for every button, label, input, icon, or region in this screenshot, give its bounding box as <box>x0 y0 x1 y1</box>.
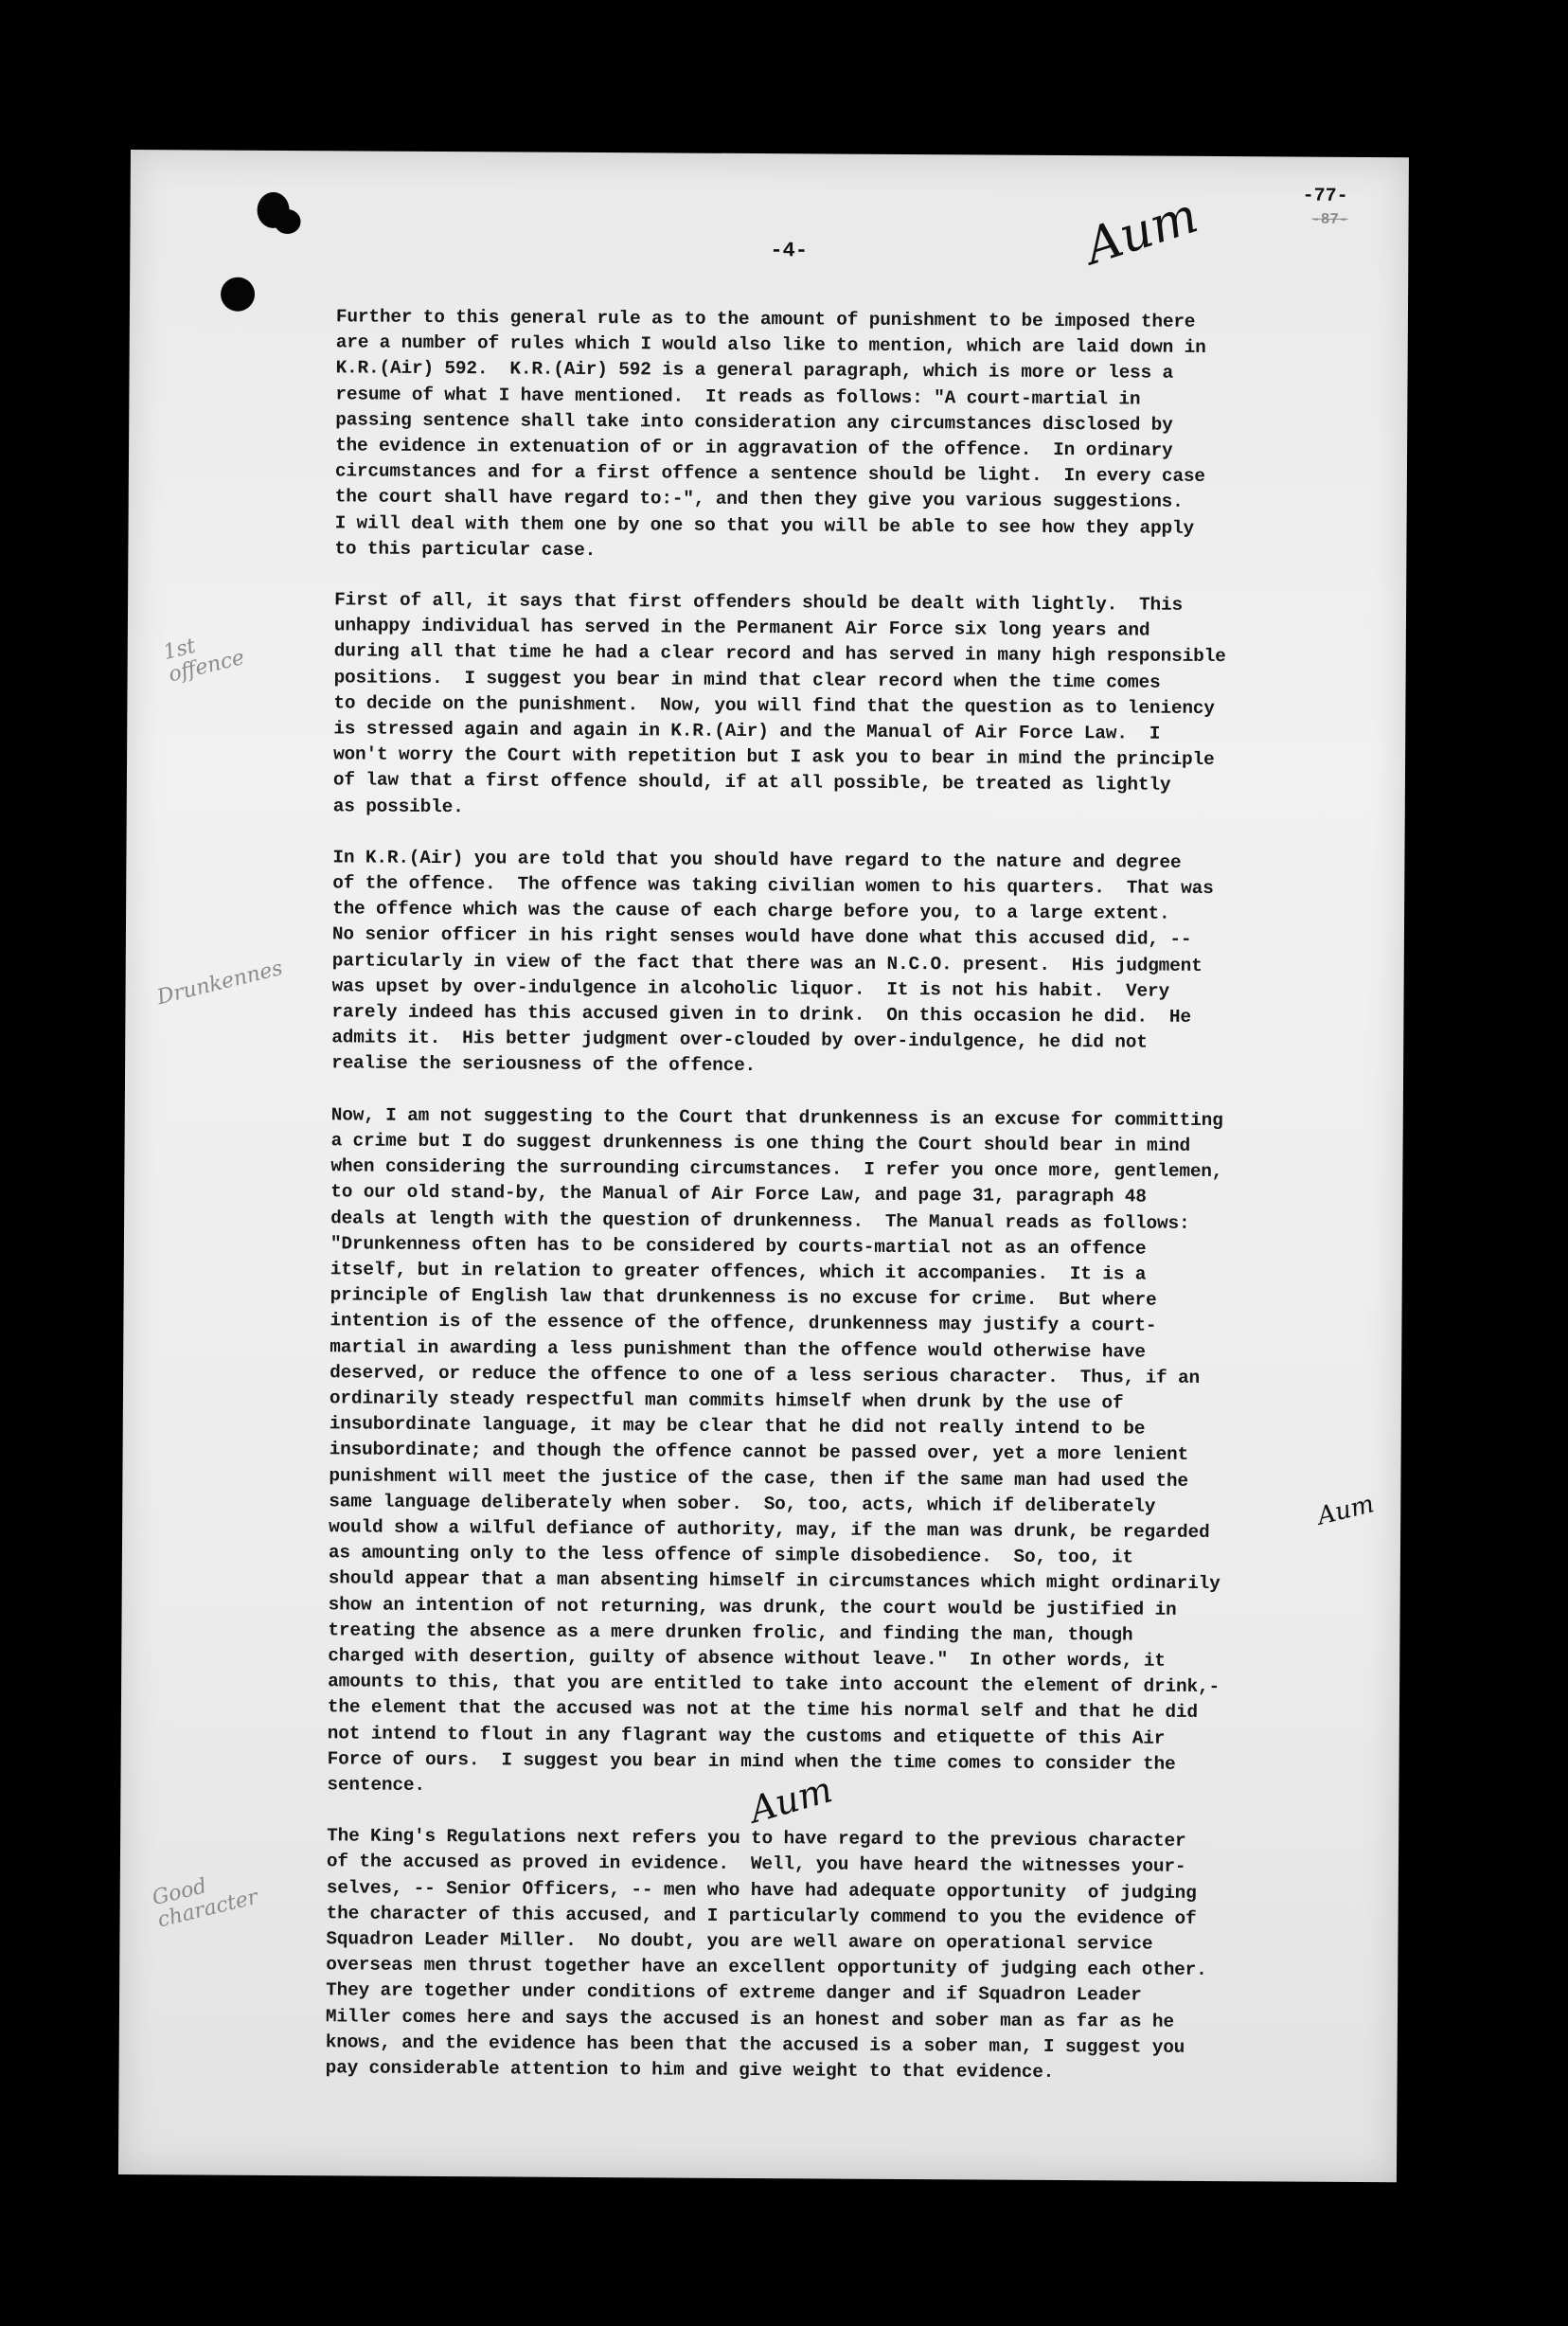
folio-number <box>1302 186 1347 231</box>
text-line: principle of English law that drunkenness is no excuse for crime. But where <box>330 1284 1157 1311</box>
text-line: the character of this accused, and I particularly commend to you the evidence of <box>326 1903 1197 1929</box>
text-line: intention is of the essence of the offence, drunkenness may justify a court- <box>330 1310 1157 1336</box>
handwritten-initials-low: Aum <box>745 1768 837 1832</box>
text-line: won't worry the Court with repetition but I ask you to bear in mind the principle <box>333 743 1215 771</box>
text-line: deserved, or reduce the offence to one of a less serious character. Thus, if an <box>330 1362 1201 1388</box>
document-body <box>325 304 1385 2113</box>
text-line: Force of ours. I suggest you bear in mind when the time comes to consider the <box>327 1748 1176 1775</box>
text-line: to this particular case. <box>334 538 597 561</box>
paragraph <box>331 845 1381 1083</box>
text-line: treating the absence as a mere drunken frolic, and finding the man, though <box>328 1619 1133 1646</box>
text-line: a crime but I do suggest drunkenness is one thing the Court should bear in mind <box>330 1130 1191 1156</box>
text-line: of law that a first offence should, if at all possible, be treated as lightly <box>332 769 1171 796</box>
paragraph <box>333 587 1383 826</box>
text-line: of the offence. The offence was taking civilian women to his quarters. That was <box>332 872 1214 900</box>
text-line: knows, and the evidence has been that the accused is a sober man, I suggest you <box>325 2031 1185 2058</box>
text-line: selves, -- Senior Officers, -- men who have had adequate opportunity of judging <box>326 1876 1197 1904</box>
margin-note-first-offence: 1st offence <box>160 634 247 688</box>
text-line: the element that the accused was not at the time his normal self and that he did <box>327 1696 1198 1724</box>
text-line: "Drunkenness often has to be considered by courts-martial not as an offence <box>330 1233 1147 1260</box>
text-line: would show a wilful defiance of authority, may, if the man was drunk, be regarded <box>329 1516 1210 1543</box>
page-number: -4- <box>770 239 809 263</box>
document-page <box>118 150 1409 2182</box>
text-line: I will deal with them one by one so that you will be able to see how they apply <box>334 511 1195 539</box>
text-line: unhappy individual has served in the Permanent Air Force six long years and <box>333 615 1150 641</box>
text-line: the evidence in extenuation of or in aggravation of the offence. In ordinary <box>335 435 1173 461</box>
text-line: In K.R.(Air) you are told that you should have regard to the nature and degree <box>332 847 1182 873</box>
folio-current: -77- <box>1302 185 1348 207</box>
text-line: to our old stand-by, the Manual of Air Force Law, and page 31, paragraph 48 <box>330 1181 1147 1208</box>
text-line: was upset by over-indulgence in alcoholic liquor. It is not his habit. Very <box>331 975 1170 1002</box>
text-line: of the accused as proved in evidence. Well, you have heard the witnesses your- <box>326 1851 1186 1878</box>
text-line: are a number of rules which I would also like to mention, which are laid down in <box>335 331 1206 359</box>
punch-hole-bottom <box>221 277 255 312</box>
text-line: sentence. <box>327 1774 425 1796</box>
text-line: circumstances and for a first offence a sentence should be light. In every case <box>334 460 1205 488</box>
margin-note-good-character: Good character <box>150 1874 260 1933</box>
text-line: admits it. His better judgment over-clouded by over-indulgence, he did not <box>331 1027 1148 1053</box>
text-line: charged with desertion, guilty of absence without leave." In other words, it <box>328 1645 1166 1672</box>
text-line: insubordinate language, it may be clear that he did not really intend to be <box>329 1413 1146 1440</box>
text-line: same language deliberately when sober. So, too, acts, which if deliberately <box>329 1491 1156 1517</box>
text-line: No senior officer in his right senses would have done what this accused did, -- <box>331 923 1192 951</box>
text-line: should appear that a man absenting himself in circumstances which might ordinarily <box>328 1567 1221 1595</box>
text-line: the court shall have regard to:-", and then they give you various suggestions. <box>334 486 1184 513</box>
margin-note-drunkenness: Drunkennes <box>154 956 286 1011</box>
text-line: Squadron Leader Miller. No doubt, you are well aware on operational service <box>326 1928 1153 1955</box>
text-line: resume of what I have mentioned. It reads as follows: "A court-martial in <box>335 383 1141 410</box>
text-line: Now, I am not suggesting to the Court that drunkenness is an excuse for committing <box>330 1104 1223 1131</box>
text-line: itself, but in relation to greater offences, which it accompanies. It is a <box>330 1259 1147 1285</box>
text-line: K.R.(Air) 592. K.R.(Air) 592 is a general paragraph, which is more or less a <box>335 357 1174 385</box>
text-line: is stressed again and again in K.R.(Air) and the Manual of Air Force Law. I <box>333 718 1161 744</box>
text-line: punishment will meet the justice of the case, then if the same man had used the <box>329 1464 1188 1492</box>
handwritten-initials-top: Aum <box>1078 187 1205 277</box>
punch-hole-top-2 <box>274 209 300 234</box>
text-line: ordinarily steady respectful man commits himself when drunk by the use of <box>329 1387 1124 1414</box>
text-line: positions. I suggest you bear in mind that clear record when the time comes <box>333 666 1161 693</box>
folio-struck: -87- <box>1311 210 1348 228</box>
paragraph <box>327 1102 1380 1804</box>
text-line: passing sentence shall take into consideration any circumstances disclosed by <box>335 409 1173 436</box>
text-line: The King's Regulations next refers you to have regard to the previous character <box>327 1825 1186 1852</box>
text-line: overseas men thrust together have an excellent opportunity of judging each other. <box>326 1954 1207 1981</box>
text-line: not intend to flout in any flagrant way the customs and etiquette of this Air <box>327 1722 1166 1749</box>
text-line: to decide on the punishment. Now, you will find that the question as to leniency <box>333 692 1215 719</box>
text-line: martial in awarding a less punishment than the offence would otherwise have <box>330 1335 1146 1363</box>
text-line: First of all, it says that first offenders should be dealt with lightly. This <box>334 589 1184 616</box>
text-line: particularly in view of the fact that there was an N.C.O. present. His judgment <box>331 949 1203 976</box>
text-line: as amounting only to the less offence of simple disobedience. So, too, it <box>328 1542 1134 1568</box>
text-line: Miller comes here and says the accused is an honest and sober man as far as he <box>325 2005 1174 2032</box>
text-line: They are together under conditions of extreme danger and if Squadron Leader <box>326 1979 1142 2006</box>
paragraph <box>334 304 1385 568</box>
text-line: realise the seriousness of the offence. <box>331 1052 757 1077</box>
text-line: pay considerable attention to him and give weight to that evidence. <box>325 2057 1055 2083</box>
text-line: as possible. <box>332 795 464 817</box>
text-line: show an intention of not returning, was drunk, the court would be justified in <box>328 1593 1177 1620</box>
handwritten-initials-mid: Aum <box>1314 1490 1378 1531</box>
text-line: insubordinate; and though the offence cannot be passed over, yet a more lenient <box>329 1439 1189 1466</box>
text-line: deals at length with the question of drunkenness. The Manual reads as follows: <box>330 1207 1190 1234</box>
text-line: during all that time he had a clear record and has served in many high responsible <box>333 640 1226 668</box>
paragraph <box>326 1823 1377 2087</box>
text-line: the offence which was the cause of each charge before you, to a large extent. <box>332 898 1170 924</box>
text-line: amounts to this, that you are entitled to take into account the element of drink,- <box>328 1671 1221 1698</box>
text-line: when considering the surrounding circumstances. I refer you once more, gentlemen, <box>330 1155 1223 1183</box>
text-line: rarely indeed has this accused given in to drink. On this occasion he did. He <box>331 1001 1191 1028</box>
text-line: Further to this general rule as to the amount of punishment to be imposed there <box>335 306 1196 332</box>
